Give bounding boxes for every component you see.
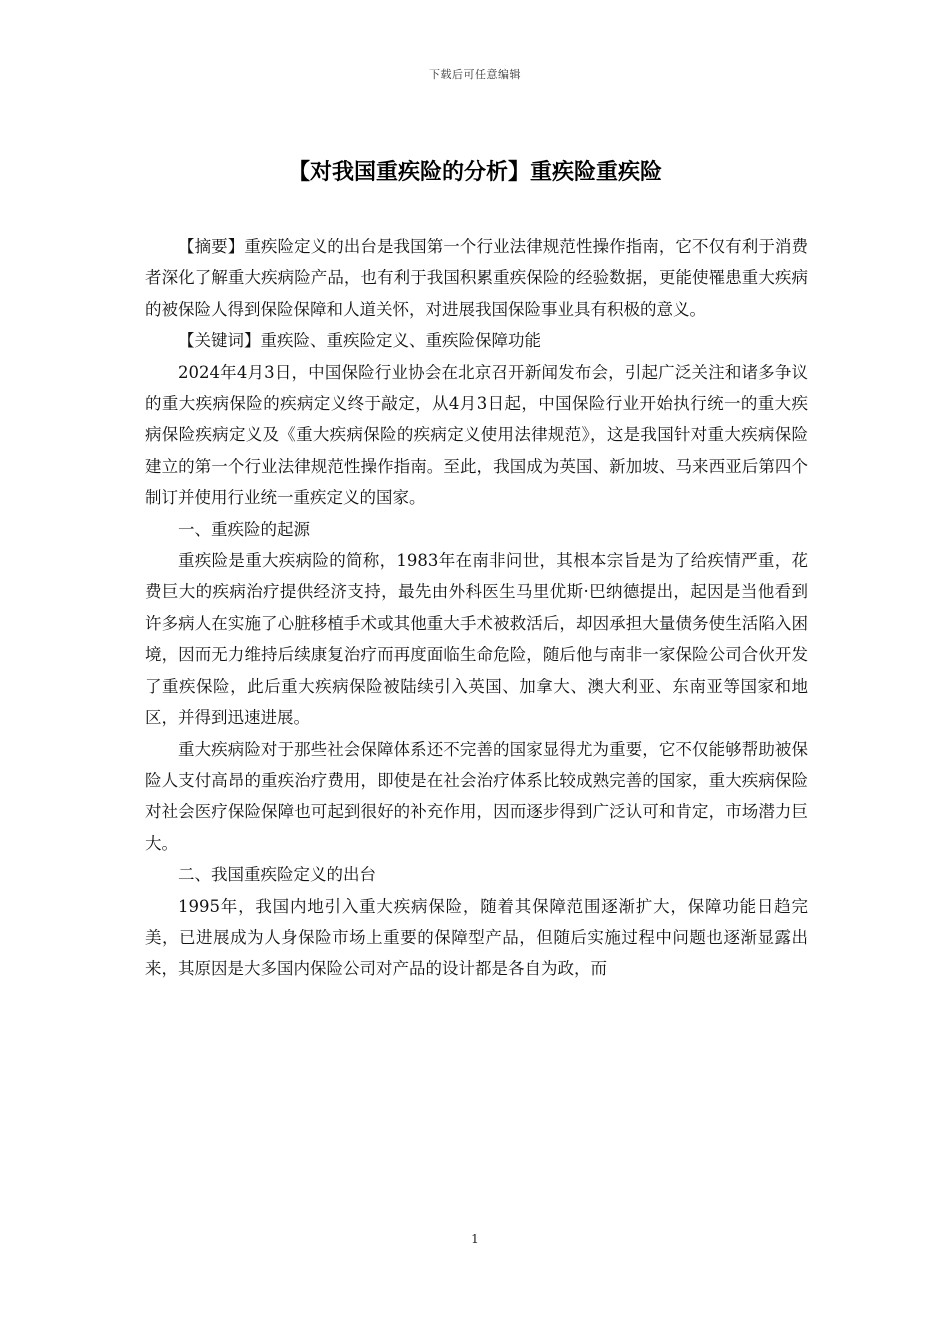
section-heading-definition: 二、我国重疾险定义的出台: [178, 865, 376, 885]
document-body: [145, 231, 808, 985]
section-heading-origin: 一、重疾险的起源: [178, 519, 310, 539]
header-note: 下载后可任意编辑: [429, 68, 521, 81]
keywords-paragraph: 【关键词】重疾险、重疾险定义、重疾险保障功能: [178, 331, 541, 351]
document-title: 【对我国重疾险的分析】重疾险重疾险: [287, 159, 662, 185]
page-number: 1: [471, 1232, 479, 1246]
origin-paragraph-2: 重大疾病险对于那些社会保障体系还不完善的国家显得尤为重要，它不仅能够帮助被保险人支付高昂的重疾治疗费用，即使是在社会治疗体系比较成熟完善的国家，重大疾病保险对社会医疗保险保障也可起到很好的补充作用，因而逐步得到广泛认可和肯定，市场潜力巨大。: [145, 739, 808, 853]
intro-paragraph: 2024年4月3日，中国保险行业协会在北京召开新闻发布会，引起广泛关注和诸多争议的重大疾病保险的疾病定义终于敲定，从4月3日起，中国保险行业开始执行统一的重大疾病保险疾病定义及《重大疾病保险的疾病定义使用法律规范》，这是我国针对重大疾病保险建立的第一个行业法律规范性操作指南。至此，我国成为英国、新加坡、马来西亚后第四个制订并使用行业统一重疾定义的国家。: [145, 362, 808, 508]
definition-paragraph-1: 1995年，我国内地引入重大疾病保险，随着其保障范围逐渐扩大，保障功能日趋完美，已进展成为人身保险市场上重要的保障型产品，但随后实施过程中问题也逐渐显露出来，其原因是大多国内保险公司对产品的设计都是各自为政，而: [145, 896, 808, 979]
origin-paragraph-1: 重疾险是重大疾病险的简称，1983年在南非问世，其根本宗旨是为了给疾情严重，花费巨大的疾病治疗提供经济支持，最先由外科医生马里优斯·巴纳德提出，起因是当他看到许多病人在实施了心脏移植手术或其他重大手术被救活后，却因承担大量债务使生活陷入困境，因而无力维持后续康复治疗而再度面临生命危险，随后他与南非一家保险公司合伙开发了重疾保险，此后重大疾病保险被陆续引入英国、加拿大、澳大利亚、东南亚等国家和地区，并得到迅速进展。: [145, 551, 808, 728]
abstract-paragraph: 【摘要】重疾险定义的出台是我国第一个行业法律规范性操作指南，它不仅有利于消费者深化了解重大疾病险产品，也有利于我国积累重疾保险的经验数据，更能使罹患重大疾病的被保险人得到保险保障和人道关怀，对进展我国保险事业具有积极的意义。: [145, 237, 808, 319]
